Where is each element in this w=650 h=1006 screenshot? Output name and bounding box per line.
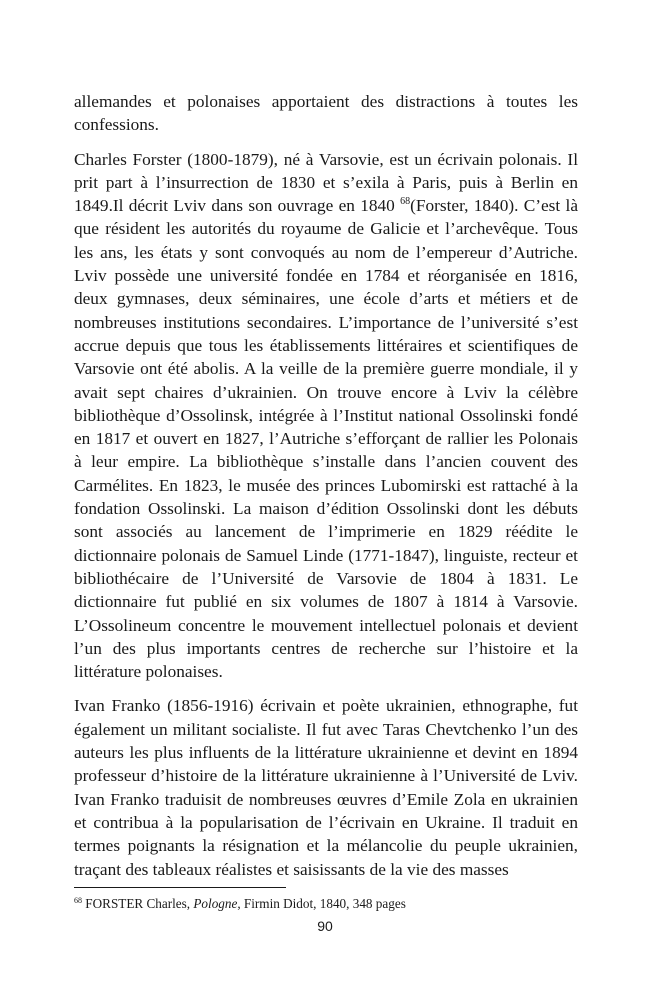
paragraph-3	[74, 694, 578, 880]
footnote-text-end: , Firmin Didot, 1840, 348 pages	[237, 896, 406, 911]
footnote-number: 68	[74, 896, 82, 905]
page-body	[74, 90, 578, 892]
paragraph-2-text-start: Charles Forster (1800-1879), né à Varsovie, est un écrivain polonais. Il prit part à l’insurrection de 1830 et s’exila à Paris, puis à Berlin en 1849.Il décrit Lviv dans son ouvrage en 1840	[74, 149, 578, 216]
footnote-reference[interactable]: 68	[400, 196, 411, 208]
paragraph-3-text: Ivan Franko (1856-1916) écrivain et poète ukrainien, ethnographe, fut également un militant socialiste. Il fut avec Taras Chevtchenko l’un des auteurs les plus influents de la littérature ukrainienne et devint en 1894 professeur d’histoire de la littérature ukrainienne à l’Université de Lviv. Ivan Franko traduisit de nombreuses œuvres d’Emile Zola en ukrainien et contribua à la popularisation de l’écrivain en Ukraine. Il traduit en termes poignants la résignation et la mélancolie du peuple ukrainien, traçant des tableaux réalistes et saisissants de la vie des masses	[74, 696, 578, 879]
footnote-book-title: Pologne	[193, 896, 238, 911]
paragraph-1-text: allemandes et polonaises apportaient des distractions à toutes les confessions.	[74, 92, 578, 135]
footnote	[74, 896, 578, 912]
page-number: 90	[317, 918, 333, 934]
footnote-text-start: FORSTER Charles,	[82, 896, 194, 911]
footnote-separator	[74, 887, 286, 888]
paragraph-2	[74, 148, 578, 684]
paragraph-2-text-end: (Forster, 1840). C’est là que résident les autorités du royaume de Galicie et l’archevêque. Tous les ans, les états y sont convoqués au nom de l’empereur d’Autriche. Lviv possède une université fondée en 1784 et réorganisée en 1816, deux gymnases, deux séminaires, une école d’arts et métiers et de nombreuses institutions secondaires. L’importance de l’université s’est accrue depuis que tous les établissements littéraires et scientifiques de Varsovie ont été abolis. A la veille de la première guerre mondiale, il y avait sept chaires d’ukrainien. On trouve encore à Lviv la célèbre bibliothèque d’Ossolinsk, intégrée à l’Institut national Ossolinski fondé en 1817 et ouvert en 1827, l’Autriche s’efforçant de rallier les Polonais à leur empire. La bibliothèque s’installe dans l’ancien couvent des Carmélites. En 1823, le musée des princes Lubomirski est rattaché à la fondation Ossolinski. La maison d’édition Ossolinski dont les débuts sont associés au lancement de l’imprimerie en 1829 réédite le dictionnaire polonais de Samuel Linde (1771-1847), linguiste, recteur et bibliothécaire de l’Université de Varsovie de 1804 à 1831. Le dictionnaire fut publié en six volumes de 1807 à 1814 à Varsovie. L’Ossolineum concentre le mouvement intellectuel polonais et devient l’un des plus importants centres de recherche sur l’histoire et la littérature polonaises.	[74, 196, 578, 682]
paragraph-1	[74, 90, 578, 137]
